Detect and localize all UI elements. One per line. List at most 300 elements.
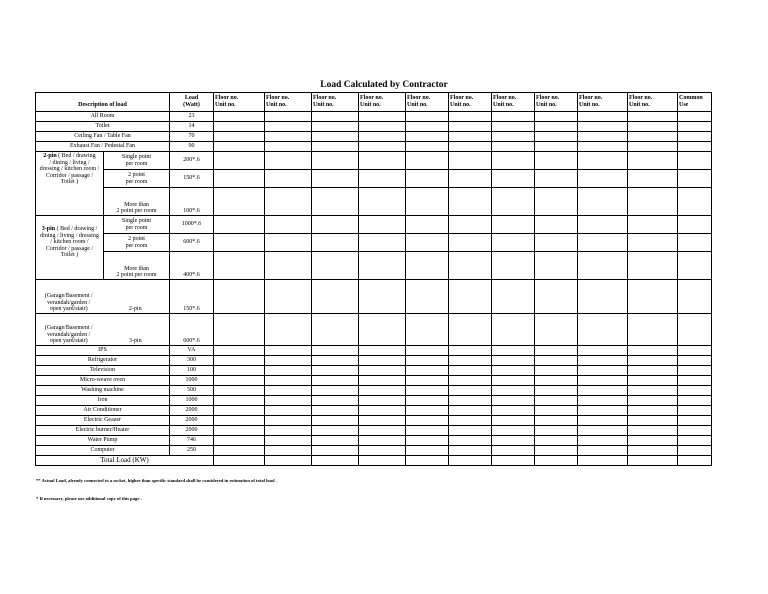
load-label: Computer: [36, 446, 170, 456]
entry-cell[interactable]: [492, 386, 535, 396]
entry-cell[interactable]: [678, 406, 712, 416]
entry-cell[interactable]: [265, 122, 312, 132]
entry-cell[interactable]: [449, 436, 492, 446]
entry-cell[interactable]: [359, 234, 406, 252]
entry-cell[interactable]: [678, 386, 712, 396]
entry-cell[interactable]: [535, 386, 578, 396]
entry-cell[interactable]: [535, 112, 578, 122]
entry-cell[interactable]: [265, 112, 312, 122]
entry-cell[interactable]: [449, 356, 492, 366]
entry-cell[interactable]: [406, 252, 449, 280]
entry-cell[interactable]: [492, 346, 535, 356]
entry-cell[interactable]: [678, 346, 712, 356]
table-row: [36, 252, 712, 280]
entry-cell[interactable]: [492, 376, 535, 386]
entry-cell[interactable]: [265, 366, 312, 376]
entry-cell[interactable]: [628, 142, 678, 152]
entry-cell[interactable]: [535, 346, 578, 356]
entry-cell[interactable]: [628, 366, 678, 376]
entry-cell[interactable]: [578, 122, 628, 132]
entry-cell[interactable]: [265, 132, 312, 142]
load-label: Ceiling Fan / Table Fan: [36, 132, 170, 142]
entry-cell[interactable]: [578, 346, 628, 356]
entry-cell[interactable]: [492, 280, 535, 314]
entry-cell[interactable]: [406, 356, 449, 366]
load-value: 600*.6: [170, 314, 214, 346]
floor-unit-header: Floor no. Unit no.: [628, 93, 678, 112]
entry-cell[interactable]: [214, 376, 265, 386]
entry-cell[interactable]: [359, 396, 406, 406]
entry-cell[interactable]: [449, 346, 492, 356]
entry-cell[interactable]: [628, 426, 678, 436]
entry-cell[interactable]: [312, 188, 359, 216]
entry-cell[interactable]: [312, 436, 359, 446]
entry-cell[interactable]: [214, 132, 265, 142]
entry-cell[interactable]: [535, 170, 578, 188]
entry-cell[interactable]: [492, 366, 535, 376]
entry-cell[interactable]: [265, 416, 312, 426]
entry-cell[interactable]: [492, 152, 535, 170]
entry-cell[interactable]: [214, 396, 265, 406]
entry-cell[interactable]: [265, 346, 312, 356]
entry-cell[interactable]: [578, 426, 628, 436]
load-value: 2000: [170, 426, 214, 436]
entry-cell[interactable]: [312, 386, 359, 396]
entry-cell[interactable]: [214, 216, 265, 234]
entry-cell[interactable]: [628, 406, 678, 416]
entry-cell[interactable]: [492, 234, 535, 252]
entry-cell[interactable]: [628, 132, 678, 142]
entry-cell[interactable]: [214, 142, 265, 152]
entry-cell[interactable]: [312, 170, 359, 188]
entry-cell[interactable]: [678, 142, 712, 152]
entry-cell[interactable]: [492, 132, 535, 142]
entry-cell[interactable]: [578, 152, 628, 170]
entry-cell[interactable]: [678, 416, 712, 426]
load-label: Air Conditioner: [36, 406, 170, 416]
entry-cell[interactable]: [214, 170, 265, 188]
entry-cell[interactable]: [578, 314, 628, 346]
entry-cell[interactable]: [678, 396, 712, 406]
entry-cell[interactable]: [265, 426, 312, 436]
entry-cell[interactable]: [678, 252, 712, 280]
entry-cell[interactable]: [535, 234, 578, 252]
entry-cell[interactable]: [678, 122, 712, 132]
entry-cell[interactable]: [535, 132, 578, 142]
entry-cell[interactable]: [359, 122, 406, 132]
entry-cell[interactable]: [449, 216, 492, 234]
load-value: 746: [170, 436, 214, 446]
entry-cell[interactable]: [406, 234, 449, 252]
entry-cell[interactable]: [214, 152, 265, 170]
entry-cell[interactable]: [312, 216, 359, 234]
entry-cell[interactable]: [535, 252, 578, 280]
entry-cell[interactable]: [406, 456, 449, 466]
entry-cell[interactable]: [312, 252, 359, 280]
entry-cell[interactable]: [312, 112, 359, 122]
entry-cell[interactable]: [359, 314, 406, 346]
entry-cell[interactable]: [678, 446, 712, 456]
entry-cell[interactable]: [678, 456, 712, 466]
entry-cell[interactable]: [359, 216, 406, 234]
entry-cell[interactable]: [265, 386, 312, 396]
entry-cell[interactable]: [492, 356, 535, 366]
entry-cell[interactable]: [678, 152, 712, 170]
entry-cell[interactable]: [578, 142, 628, 152]
entry-cell[interactable]: [214, 112, 265, 122]
entry-cell[interactable]: [214, 356, 265, 366]
entry-cell[interactable]: [214, 406, 265, 416]
entry-cell[interactable]: [492, 406, 535, 416]
entry-cell[interactable]: [359, 356, 406, 366]
entry-cell[interactable]: [214, 436, 265, 446]
entry-cell[interactable]: [449, 456, 492, 466]
entry-cell[interactable]: [535, 280, 578, 314]
entry-cell[interactable]: [535, 416, 578, 426]
common-use-header: Common Use: [678, 93, 712, 112]
entry-cell[interactable]: [359, 436, 406, 446]
entry-cell[interactable]: [406, 216, 449, 234]
entry-cell[interactable]: [265, 152, 312, 170]
entry-cell[interactable]: [492, 252, 535, 280]
entry-cell[interactable]: [678, 132, 712, 142]
entry-cell[interactable]: [578, 170, 628, 188]
entry-cell[interactable]: [628, 170, 678, 188]
entry-cell[interactable]: [312, 132, 359, 142]
entry-cell[interactable]: [449, 416, 492, 426]
entry-cell[interactable]: [449, 234, 492, 252]
entry-cell[interactable]: [492, 170, 535, 188]
entry-cell[interactable]: [449, 252, 492, 280]
entry-cell[interactable]: [535, 406, 578, 416]
floor-unit-header: Floor no. Unit no.: [406, 93, 449, 112]
entry-cell[interactable]: [214, 446, 265, 456]
floor-unit-header: Floor no. Unit no.: [578, 93, 628, 112]
entry-cell[interactable]: [449, 152, 492, 170]
entry-cell[interactable]: [359, 132, 406, 142]
load-value: 2000: [170, 416, 214, 426]
entry-cell[interactable]: [265, 446, 312, 456]
entry-cell[interactable]: [359, 152, 406, 170]
entry-cell[interactable]: [406, 152, 449, 170]
entry-cell[interactable]: [312, 416, 359, 426]
two-point-label: 2 point per room: [104, 170, 170, 188]
load-value: 23: [170, 112, 214, 122]
entry-cell[interactable]: [406, 366, 449, 376]
garage-description: (Garage/Basement / verandah/garden / open yard/stair): [36, 314, 102, 346]
entry-cell[interactable]: [406, 170, 449, 188]
entry-cell[interactable]: [578, 386, 628, 396]
entry-cell[interactable]: [312, 446, 359, 456]
entry-cell[interactable]: [312, 346, 359, 356]
entry-cell[interactable]: [578, 436, 628, 446]
entry-cell[interactable]: [359, 386, 406, 396]
entry-cell[interactable]: [406, 112, 449, 122]
entry-cell[interactable]: [449, 280, 492, 314]
entry-cell[interactable]: [578, 280, 628, 314]
entry-cell[interactable]: [312, 152, 359, 170]
entry-cell[interactable]: [535, 142, 578, 152]
entry-cell[interactable]: [406, 314, 449, 346]
entry-cell[interactable]: [578, 356, 628, 366]
load-value: 100*.6: [170, 188, 214, 216]
load-label: Electric burner/Heater: [36, 426, 170, 436]
entry-cell[interactable]: [578, 456, 628, 466]
entry-cell[interactable]: [312, 456, 359, 466]
entry-cell[interactable]: [406, 188, 449, 216]
entry-cell[interactable]: [265, 216, 312, 234]
entry-cell[interactable]: [578, 366, 628, 376]
entry-cell[interactable]: [578, 376, 628, 386]
entry-cell[interactable]: [678, 216, 712, 234]
entry-cell[interactable]: [628, 396, 678, 406]
entry-cell[interactable]: [449, 446, 492, 456]
entry-cell[interactable]: [628, 456, 678, 466]
entry-cell[interactable]: [678, 356, 712, 366]
entry-cell[interactable]: [535, 376, 578, 386]
entry-cell[interactable]: [535, 314, 578, 346]
entry-cell[interactable]: [214, 346, 265, 356]
entry-cell[interactable]: [359, 416, 406, 426]
entry-cell[interactable]: [406, 142, 449, 152]
entry-cell[interactable]: [678, 376, 712, 386]
table-row: [36, 122, 712, 132]
entry-cell[interactable]: [312, 142, 359, 152]
table-row: [36, 406, 712, 416]
entry-cell[interactable]: [214, 188, 265, 216]
entry-cell[interactable]: [449, 314, 492, 346]
entry-cell[interactable]: [406, 132, 449, 142]
entry-cell[interactable]: [312, 234, 359, 252]
entry-cell[interactable]: [265, 252, 312, 280]
entry-cell[interactable]: [312, 396, 359, 406]
entry-cell[interactable]: [214, 416, 265, 426]
entry-cell[interactable]: [678, 314, 712, 346]
entry-cell[interactable]: [449, 112, 492, 122]
entry-cell[interactable]: [359, 366, 406, 376]
entry-cell[interactable]: [492, 188, 535, 216]
entry-cell[interactable]: [406, 406, 449, 416]
entry-cell[interactable]: [214, 456, 265, 466]
entry-cell[interactable]: [359, 346, 406, 356]
entry-cell[interactable]: [214, 386, 265, 396]
load-value: 400*.6: [170, 252, 214, 280]
entry-cell[interactable]: [406, 376, 449, 386]
entry-cell[interactable]: [449, 170, 492, 188]
entry-cell[interactable]: [628, 152, 678, 170]
entry-cell[interactable]: [535, 446, 578, 456]
entry-cell[interactable]: [449, 426, 492, 436]
entry-cell[interactable]: [628, 252, 678, 280]
entry-cell[interactable]: [628, 446, 678, 456]
entry-cell[interactable]: [578, 132, 628, 142]
entry-cell[interactable]: [628, 112, 678, 122]
entry-cell[interactable]: [678, 366, 712, 376]
entry-cell[interactable]: [359, 406, 406, 416]
entry-cell[interactable]: [359, 280, 406, 314]
entry-cell[interactable]: [678, 234, 712, 252]
entry-cell[interactable]: [312, 280, 359, 314]
table-row: [36, 216, 712, 234]
entry-cell[interactable]: [628, 234, 678, 252]
entry-cell[interactable]: [535, 426, 578, 436]
entry-cell[interactable]: [406, 436, 449, 446]
entry-cell[interactable]: [449, 396, 492, 406]
entry-cell[interactable]: [406, 416, 449, 426]
entry-cell[interactable]: [535, 366, 578, 376]
table-row: [36, 376, 712, 386]
entry-cell[interactable]: [492, 314, 535, 346]
entry-cell[interactable]: [214, 366, 265, 376]
entry-cell[interactable]: [359, 376, 406, 386]
entry-cell[interactable]: [265, 314, 312, 346]
entry-cell[interactable]: [214, 280, 265, 314]
entry-cell[interactable]: [535, 356, 578, 366]
entry-cell[interactable]: [628, 416, 678, 426]
entry-cell[interactable]: [312, 376, 359, 386]
entry-cell[interactable]: [265, 188, 312, 216]
entry-cell[interactable]: [359, 170, 406, 188]
entry-cell[interactable]: [578, 446, 628, 456]
entry-cell[interactable]: [359, 456, 406, 466]
entry-cell[interactable]: [628, 376, 678, 386]
entry-cell[interactable]: [678, 436, 712, 446]
entry-cell[interactable]: [265, 376, 312, 386]
entry-cell[interactable]: [265, 396, 312, 406]
entry-cell[interactable]: [628, 122, 678, 132]
entry-cell[interactable]: [628, 356, 678, 366]
entry-cell[interactable]: [359, 426, 406, 436]
entry-cell[interactable]: [449, 142, 492, 152]
entry-cell[interactable]: [628, 346, 678, 356]
entry-cell[interactable]: [312, 406, 359, 416]
entry-cell[interactable]: [406, 396, 449, 406]
entry-cell[interactable]: [492, 426, 535, 436]
floor-unit-header: Floor no. Unit no.: [265, 93, 312, 112]
entry-cell[interactable]: [449, 376, 492, 386]
garage-description: (Garage/Basement / verandah/garden / open yard/stair): [36, 280, 102, 314]
entry-cell[interactable]: [578, 396, 628, 406]
entry-cell[interactable]: [265, 406, 312, 416]
entry-cell[interactable]: [535, 456, 578, 466]
entry-cell[interactable]: [535, 188, 578, 216]
entry-cell[interactable]: [628, 314, 678, 346]
entry-cell[interactable]: [678, 112, 712, 122]
entry-cell[interactable]: [492, 436, 535, 446]
floor-unit-header: Floor no. Unit no.: [214, 93, 265, 112]
entry-cell[interactable]: [265, 356, 312, 366]
entry-cell[interactable]: [492, 416, 535, 426]
table-row: [36, 152, 712, 170]
entry-cell[interactable]: [628, 386, 678, 396]
entry-cell[interactable]: [449, 366, 492, 376]
entry-cell[interactable]: [406, 346, 449, 356]
entry-cell[interactable]: [359, 446, 406, 456]
entry-cell[interactable]: [449, 188, 492, 216]
two-pin-description: 2-pin ( Bed / drawing / dining / living / dressing / kitchen room / Corridor / passage / Toilet ): [36, 152, 104, 216]
entry-cell[interactable]: [578, 216, 628, 234]
entry-cell[interactable]: [359, 142, 406, 152]
entry-cell[interactable]: [628, 280, 678, 314]
entry-cell[interactable]: [265, 170, 312, 188]
load-label: All Room: [36, 112, 170, 122]
entry-cell[interactable]: [312, 366, 359, 376]
entry-cell[interactable]: [492, 216, 535, 234]
entry-cell[interactable]: [678, 188, 712, 216]
entry-cell[interactable]: [312, 314, 359, 346]
entry-cell[interactable]: [492, 396, 535, 406]
total-load-label: Total Load (KW): [36, 456, 214, 466]
entry-cell[interactable]: [214, 234, 265, 252]
entry-cell[interactable]: [628, 436, 678, 446]
entry-cell[interactable]: [678, 426, 712, 436]
entry-cell[interactable]: [214, 252, 265, 280]
entry-cell[interactable]: [578, 188, 628, 216]
entry-cell[interactable]: [265, 456, 312, 466]
entry-cell[interactable]: [359, 112, 406, 122]
table-row: [36, 280, 712, 314]
entry-cell[interactable]: [214, 426, 265, 436]
entry-cell[interactable]: [492, 112, 535, 122]
entry-cell[interactable]: [406, 386, 449, 396]
entry-cell[interactable]: [449, 132, 492, 142]
entry-cell[interactable]: [492, 446, 535, 456]
entry-cell[interactable]: [265, 436, 312, 446]
entry-cell[interactable]: [535, 152, 578, 170]
entry-cell[interactable]: [406, 280, 449, 314]
entry-cell[interactable]: [406, 446, 449, 456]
entry-cell[interactable]: [406, 122, 449, 132]
entry-cell[interactable]: [535, 436, 578, 446]
entry-cell[interactable]: [312, 426, 359, 436]
entry-cell[interactable]: [535, 122, 578, 132]
entry-cell[interactable]: [492, 122, 535, 132]
entry-cell[interactable]: [535, 216, 578, 234]
entry-cell[interactable]: [265, 234, 312, 252]
entry-cell[interactable]: [449, 386, 492, 396]
entry-cell[interactable]: [312, 356, 359, 366]
entry-cell[interactable]: [578, 416, 628, 426]
entry-cell[interactable]: [628, 216, 678, 234]
load-label: Exhaust Fan / Pedestal Fan: [36, 142, 170, 152]
entry-cell[interactable]: [406, 426, 449, 436]
load-value: 500: [170, 386, 214, 396]
entry-cell[interactable]: [449, 406, 492, 416]
page-title: Load Calculated by Contractor: [320, 80, 448, 90]
entry-cell[interactable]: [628, 188, 678, 216]
table-row: [36, 416, 712, 426]
entry-cell[interactable]: [578, 406, 628, 416]
entry-cell[interactable]: [312, 122, 359, 132]
entry-cell[interactable]: [578, 252, 628, 280]
entry-cell[interactable]: [678, 280, 712, 314]
entry-cell[interactable]: [578, 112, 628, 122]
load-value: 1000: [170, 396, 214, 406]
entry-cell[interactable]: [535, 396, 578, 406]
entry-cell[interactable]: [492, 456, 535, 466]
entry-cell[interactable]: [678, 170, 712, 188]
entry-cell[interactable]: [265, 280, 312, 314]
table-row: [36, 366, 712, 376]
entry-cell[interactable]: [359, 252, 406, 280]
entry-cell[interactable]: [492, 142, 535, 152]
entry-cell[interactable]: [214, 122, 265, 132]
entry-cell[interactable]: [449, 122, 492, 132]
entry-cell[interactable]: [265, 142, 312, 152]
entry-cell[interactable]: [359, 188, 406, 216]
entry-cell[interactable]: [578, 234, 628, 252]
entry-cell[interactable]: [214, 314, 265, 346]
